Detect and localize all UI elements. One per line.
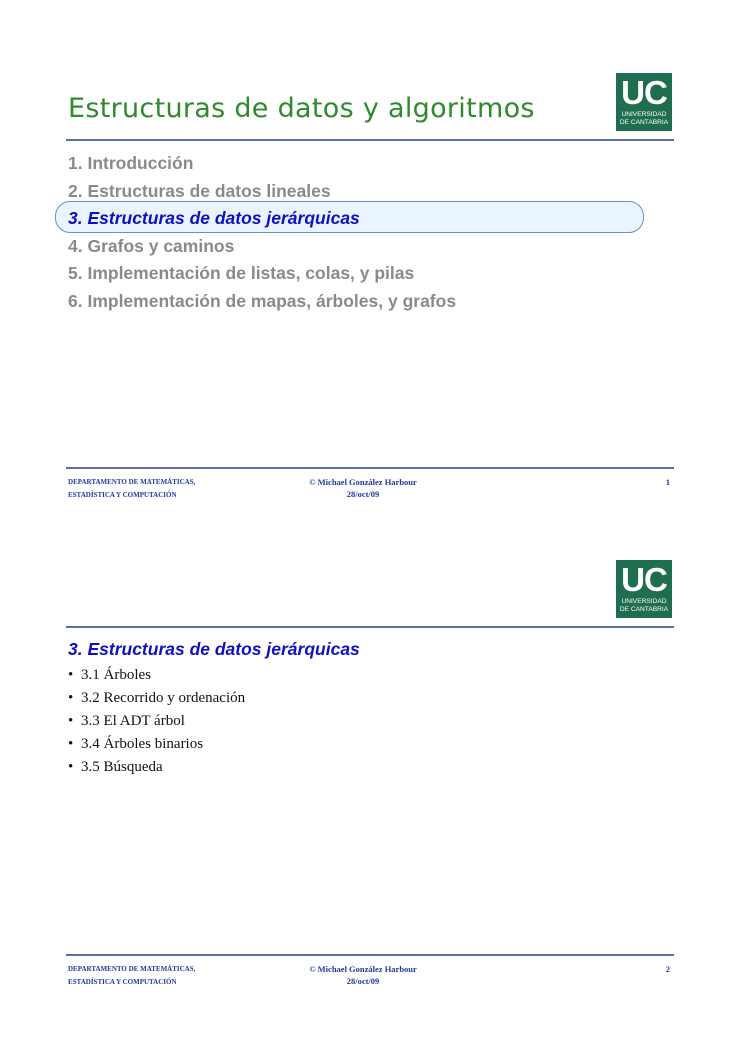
uc-logo [616,560,672,618]
slide-1 [0,0,744,520]
bullet-item [68,735,245,758]
bullet-text: 3.3 El ADT árbol [81,713,185,729]
bullet-text: 3.2 Recorrido y ordenación [81,690,246,706]
footer-date: 28/oct/09 [346,976,380,986]
bullet-icon: • [68,667,74,683]
bullet-text: 3.4 Árboles binarios [81,736,204,752]
footer-dept-line-2: ESTADÍSTICA Y COMPUTACIÓN [68,978,177,986]
uc-logo [616,73,672,131]
section-title: 3. Estructuras de datos jerárquicas [68,639,360,659]
logo-line-1: UNIVERSIDAD [621,111,667,118]
footer-divider [66,467,674,469]
bullet-item [68,666,245,689]
toc-item-4[interactable]: 4. Grafos y caminos [68,235,235,256]
bullet-text: 3.5 Búsqueda [81,759,163,775]
bullet-icon: • [68,759,74,775]
logo-text [616,111,672,127]
footer-dept-line-1: DEPARTAMENTO DE MATEMÁTICAS, [68,478,196,486]
slide-title: Estructuras de datos y algoritmos [68,93,535,124]
toc-item-2[interactable]: 2. Estructuras de datos lineales [68,180,331,201]
bullet-text: 3.1 Árboles [81,667,151,683]
footer-dept-line-1: DEPARTAMENTO DE MATEMÁTICAS, [68,965,196,973]
table-of-contents [68,152,456,317]
logo-line-1: UNIVERSIDAD [621,598,667,605]
toc-item-5[interactable]: 5. Implementación de listas, colas, y pilas [68,263,415,283]
bullet-item [68,712,245,735]
toc-item-6[interactable]: 6. Implementación de mapas, árboles, y grafos [68,290,457,311]
footer-divider [66,954,674,956]
logo-line-2: DE CANTABRIA [619,119,669,126]
slide-2 [0,520,744,1053]
logo-mark: UC [621,561,667,598]
toc-item-1[interactable]: 1. Introducción [68,153,194,173]
footer-date: 28/oct/09 [346,489,380,499]
bullet-icon: • [68,713,74,729]
footer-dept-line-2: ESTADÍSTICA Y COMPUTACIÓN [68,491,177,499]
title-divider [66,139,674,141]
title-divider [66,626,674,628]
bullet-icon: • [68,690,74,706]
footer-author: © Michael González Harbour [309,477,417,487]
logo-mark: UC [621,74,667,111]
footer-author: © Michael González Harbour [309,964,417,974]
footer-page-number: 2 [665,964,670,974]
bullet-icon: • [68,736,74,752]
logo-line-2: DE CANTABRIA [619,606,669,613]
bullet-list [68,666,245,781]
toc-item-3[interactable]: 3. Estructuras de datos jerárquicas [68,208,360,228]
bullet-item [68,758,245,781]
bullet-item [68,689,245,712]
logo-text [616,598,672,614]
footer-page-number: 1 [665,477,670,487]
